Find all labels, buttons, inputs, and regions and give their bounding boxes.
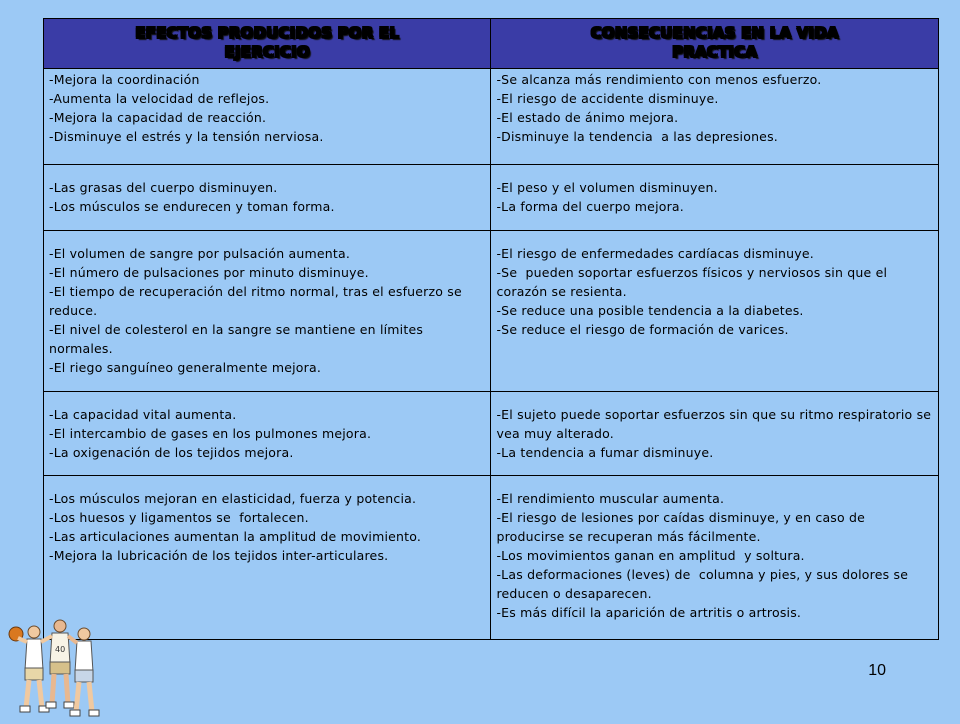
consequence-item: -Los movimientos ganan en amplitud y soltura. bbox=[496, 548, 805, 563]
effect-item: -La oxigenación de los tejidos mejora. bbox=[49, 445, 294, 460]
consequence-item: -El riesgo de lesiones por caídas disminuye, y en caso de producirse se recuperan más fácilmente. bbox=[496, 510, 870, 544]
consequence-item: -Se pueden soportar esfuerzos físicos y nerviosos sin que el corazón se resienta. bbox=[496, 265, 892, 299]
consequence-item: -El rendimiento muscular aumenta. bbox=[496, 491, 725, 506]
consequence-item: -Se reduce una posible tendencia a la diabetes. bbox=[496, 303, 804, 318]
consequence-item: -Las deformaciones (leves) de columna y pies, y sus dolores se reducen o desaparecen. bbox=[496, 567, 913, 601]
table-row bbox=[44, 69, 939, 165]
header-effects-line1: EFECTOS PRODUCIDOS POR EL bbox=[135, 24, 400, 42]
consequence-item: -La tendencia a fumar disminuye. bbox=[496, 445, 714, 460]
effects-cell bbox=[44, 392, 491, 476]
effect-item: -El tiempo de recuperación del ritmo normal, tras el esfuerzo se reduce. bbox=[49, 284, 467, 318]
svg-text:40: 40 bbox=[55, 645, 66, 654]
consequence-item: -El sujeto puede soportar esfuerzos sin que su ritmo respiratorio se vea muy alterado. bbox=[496, 407, 936, 441]
consequences-cell bbox=[491, 392, 939, 476]
consequences-cell bbox=[491, 165, 939, 231]
consequence-item: -El riesgo de enfermedades cardíacas disminuye. bbox=[496, 246, 814, 261]
consequence-item: -El riesgo de accidente disminuye. bbox=[496, 91, 719, 106]
consequence-item: -La forma del cuerpo mejora. bbox=[496, 199, 684, 214]
effect-item: -Los huesos y ligamentos se fortalecen. bbox=[49, 510, 309, 525]
table-row bbox=[44, 392, 939, 476]
consequence-item: -El peso y el volumen disminuyen. bbox=[496, 180, 718, 195]
effect-item: -Mejora la lubricación de los tejidos inter-articulares. bbox=[49, 548, 389, 563]
effect-item: -Los músculos se endurecen y toman forma. bbox=[49, 199, 335, 214]
consequences-cell bbox=[491, 231, 939, 392]
effects-cell bbox=[44, 165, 491, 231]
effect-item: -El número de pulsaciones por minuto disminuye. bbox=[49, 265, 369, 280]
basketball-players-clipart-icon bbox=[2, 612, 112, 720]
consequences-cell bbox=[491, 476, 939, 640]
consequence-item: -El estado de ánimo mejora. bbox=[496, 110, 679, 125]
consequence-item: -Se alcanza más rendimiento con menos esfuerzo. bbox=[496, 72, 822, 87]
table-row bbox=[44, 476, 939, 640]
header-effects-line2: EJERCICIO bbox=[224, 43, 310, 61]
effect-item: -El nivel de colesterol en la sangre se mantiene en límites normales. bbox=[49, 322, 428, 356]
effect-item: -Los músculos mejoran en elasticidad, fuerza y potencia. bbox=[49, 491, 417, 506]
effect-item: -Las articulaciones aumentan la amplitud de movimiento. bbox=[49, 529, 422, 544]
header-effects bbox=[44, 19, 491, 69]
header-consequences-line2: PRACTICA bbox=[672, 43, 758, 61]
consequence-item: -Es más difícil la aparición de artritis o artrosis. bbox=[496, 605, 802, 620]
effect-item: -Disminuye el estrés y la tensión nerviosa. bbox=[49, 129, 324, 144]
consequence-item: -Se reduce el riesgo de formación de varices. bbox=[496, 322, 789, 337]
header-consequences bbox=[491, 19, 939, 69]
page-number: 10 bbox=[868, 662, 886, 679]
effect-item: -El volumen de sangre por pulsación aumenta. bbox=[49, 246, 351, 261]
effect-item: -La capacidad vital aumenta. bbox=[49, 407, 237, 422]
effect-item: -Mejora la capacidad de reacción. bbox=[49, 110, 267, 125]
effect-item: -Las grasas del cuerpo disminuyen. bbox=[49, 180, 278, 195]
effect-item: -El riego sanguíneo generalmente mejora. bbox=[49, 360, 321, 375]
consequence-item: -Disminuye la tendencia a las depresiones. bbox=[496, 129, 778, 144]
table-header-row bbox=[44, 19, 939, 69]
effect-item: -Aumenta la velocidad de reflejos. bbox=[49, 91, 270, 106]
effects-table bbox=[43, 18, 939, 640]
header-consequences-line1: CONSECUENCIAS EN LA VIDA bbox=[590, 24, 839, 42]
table-row bbox=[44, 231, 939, 392]
effect-item: -Mejora la coordinación bbox=[49, 72, 200, 87]
effects-cell bbox=[44, 69, 491, 165]
effect-item: -El intercambio de gases en los pulmones mejora. bbox=[49, 426, 372, 441]
table-row bbox=[44, 165, 939, 231]
effects-cell bbox=[44, 231, 491, 392]
consequences-cell bbox=[491, 69, 939, 165]
